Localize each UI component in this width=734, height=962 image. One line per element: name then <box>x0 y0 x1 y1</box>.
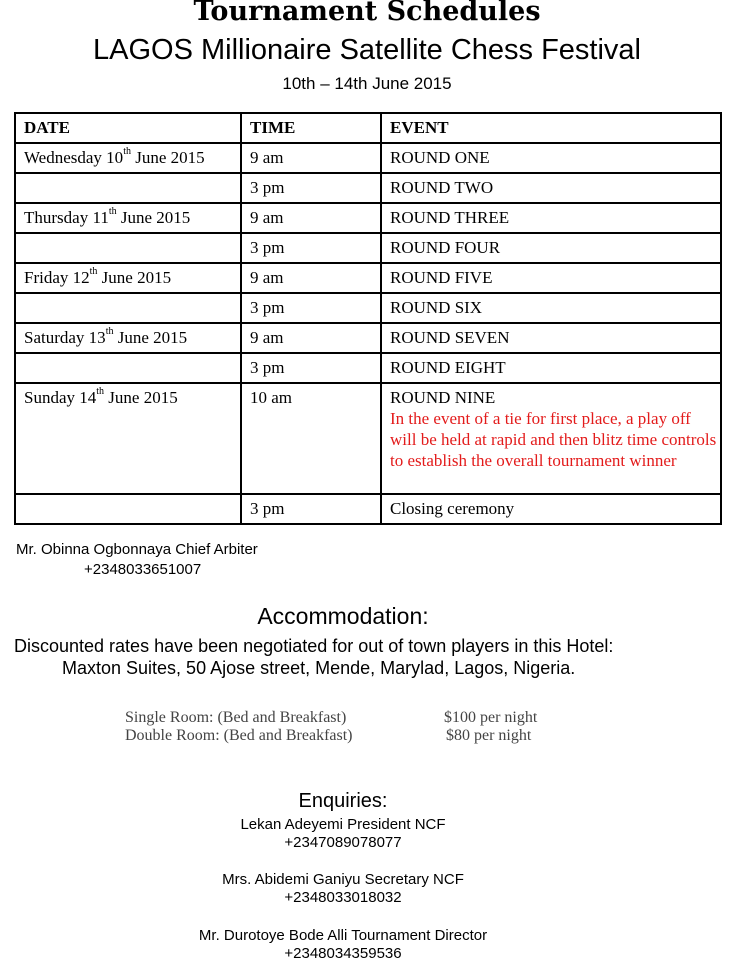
contact-name: Lekan Adeyemi President NCF <box>240 816 446 833</box>
table-row <box>15 173 721 203</box>
arbiter-name: Mr. Obinna Ogbonnaya Chief Arbiter <box>16 541 258 558</box>
time-cell: 3 pm <box>241 353 381 383</box>
event-cell <box>381 383 721 494</box>
event-cell: Closing ceremony <box>381 494 721 524</box>
date-cell <box>15 353 241 383</box>
page-title: Tournament Schedules <box>193 0 541 27</box>
table-row <box>15 263 721 293</box>
time-cell: 9 am <box>241 203 381 233</box>
date-column-header: DATE <box>15 113 241 143</box>
event-subtitle: LAGOS Millionaire Satellite Chess Festival <box>93 34 641 66</box>
event-cell: ROUND ONE <box>381 143 721 173</box>
event-cell: ROUND SEVEN <box>381 323 721 353</box>
date-cell: Friday 12th June 2015 <box>15 263 241 293</box>
date-cell <box>15 293 241 323</box>
time-cell: 3 pm <box>241 293 381 323</box>
date-cell <box>15 173 241 203</box>
time-cell: 3 pm <box>241 233 381 263</box>
time-cell: 9 am <box>241 323 381 353</box>
contact-phone: +2347089078077 <box>284 834 402 851</box>
event-cell: ROUND FIVE <box>381 263 721 293</box>
room-type: Double Room: (Bed and Breakfast) <box>125 727 353 744</box>
date-cell <box>15 233 241 263</box>
time-cell: 3 pm <box>241 494 381 524</box>
time-cell: 3 pm <box>241 173 381 203</box>
time-cell: 9 am <box>241 143 381 173</box>
date-cell: Sunday 14th June 2015 <box>15 383 241 494</box>
table-row <box>15 203 721 233</box>
room-price: $100 per night <box>444 709 538 726</box>
date-cell: Wednesday 10th June 2015 <box>15 143 241 173</box>
table-row <box>15 494 721 524</box>
tiebreak-note: In the event of a tie for first place, a play off will be held at rapid and then blitz time controls to establish the overall tournament winner <box>390 409 717 470</box>
event-cell: ROUND FOUR <box>381 233 721 263</box>
hotel-address: Maxton Suites, 50 Ajose street, Mende, Marylad, Lagos, Nigeria. <box>62 658 576 678</box>
enquiries-heading: Enquiries: <box>298 790 388 812</box>
arbiter-phone: +2348033651007 <box>84 561 202 578</box>
time-column-header: TIME <box>241 113 381 143</box>
schedule-table <box>14 112 722 525</box>
event-cell: ROUND THREE <box>381 203 721 233</box>
room-price: $80 per night <box>446 727 532 744</box>
table-row <box>15 323 721 353</box>
event-cell: ROUND SIX <box>381 293 721 323</box>
contact-phone: +2348033018032 <box>284 889 402 906</box>
contact-name: Mr. Durotoye Bode Alli Tournament Director <box>198 927 488 944</box>
contact-phone: +2348034359536 <box>284 945 402 962</box>
event-name: ROUND NINE <box>390 388 496 407</box>
accommodation-description: Discounted rates have been negotiated for out of town players in this Hotel: <box>14 636 614 656</box>
time-cell: 9 am <box>241 263 381 293</box>
date-cell: Thursday 11th June 2015 <box>15 203 241 233</box>
accommodation-heading: Accommodation: <box>257 603 429 629</box>
event-cell: ROUND EIGHT <box>381 353 721 383</box>
event-dates: 10th – 14th June 2015 <box>282 74 452 93</box>
contact-name: Mrs. Abidemi Ganiyu Secretary NCF <box>222 871 464 888</box>
table-row <box>15 233 721 263</box>
table-row <box>15 383 721 494</box>
event-cell: ROUND TWO <box>381 173 721 203</box>
table-row <box>15 143 721 173</box>
room-type: Single Room: (Bed and Breakfast) <box>125 709 347 726</box>
event-column-header: EVENT <box>381 113 721 143</box>
table-header-row <box>15 113 721 143</box>
date-cell <box>15 494 241 524</box>
table-row <box>15 353 721 383</box>
time-cell: 10 am <box>241 383 381 494</box>
table-row <box>15 293 721 323</box>
date-cell: Saturday 13th June 2015 <box>15 323 241 353</box>
